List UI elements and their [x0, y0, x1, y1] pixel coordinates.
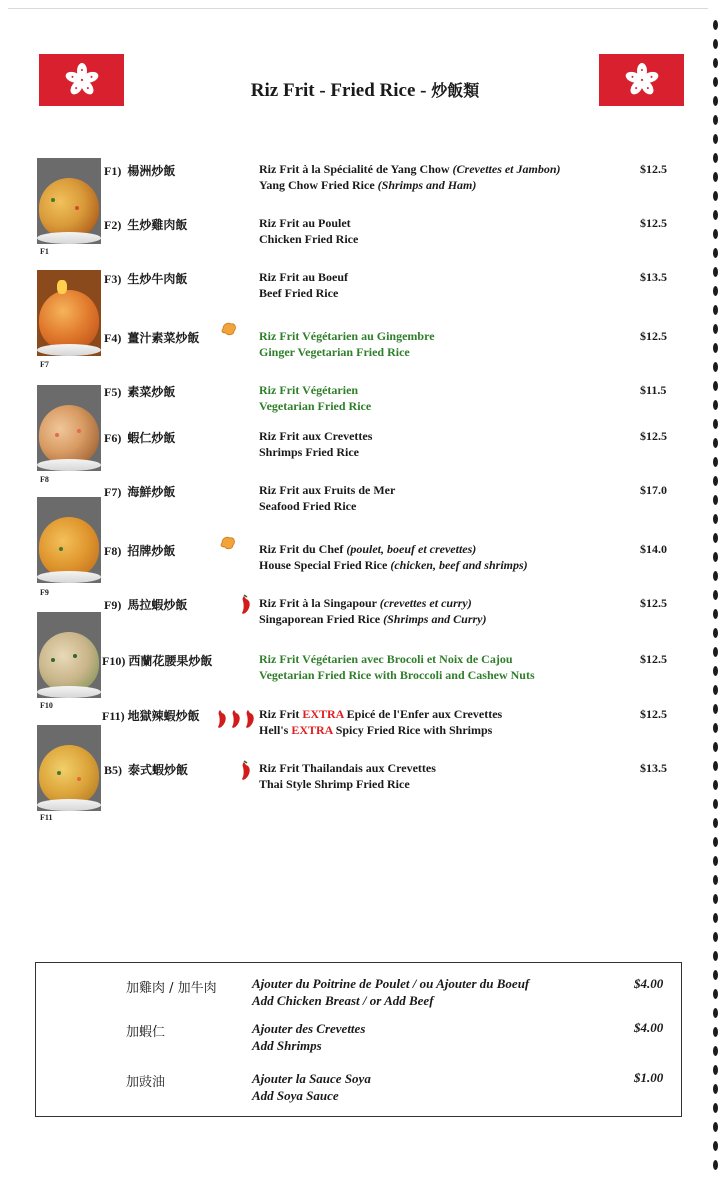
- binding-ring: [713, 533, 718, 543]
- extra-chinese: 加豉油: [126, 1075, 166, 1090]
- menu-item-code: F9) 馬拉蝦炒飯: [104, 598, 188, 612]
- photo-label: F9: [40, 588, 49, 597]
- photo-label: F7: [40, 360, 49, 369]
- dish-photo: [37, 612, 101, 698]
- page-title: [160, 78, 570, 102]
- menu-item-description: Riz Frit Végétarien Vegetarian Fried Rice: [259, 383, 372, 413]
- extras-box: [35, 962, 682, 1117]
- extra-price: $1.00: [634, 1070, 664, 1085]
- binding-ring: [713, 1065, 718, 1075]
- menu-item-description: Riz Frit Végétarien au Gingembre Ginger Vegetarian Fried Rice: [259, 329, 435, 359]
- binding-ring: [713, 153, 718, 163]
- menu-item-code: F6) 蝦仁炒飯: [104, 431, 176, 445]
- menu-item-price: $11.5: [640, 383, 667, 397]
- binding-ring: [713, 628, 718, 638]
- menu-item-price: $12.5: [640, 216, 667, 230]
- binding-ring: [713, 799, 718, 809]
- binding-ring: [713, 248, 718, 258]
- menu-item-description: Riz Frit au Boeuf Beef Fried Rice: [259, 270, 348, 300]
- title-chinese: 炒飯類: [431, 83, 480, 100]
- binding-ring: [713, 685, 718, 695]
- binding-ring: [713, 666, 718, 676]
- binding-ring: [713, 818, 718, 828]
- menu-item-description: Riz Frit aux Crevettes Shrimps Fried Rice: [259, 429, 373, 459]
- binding-ring: [713, 932, 718, 942]
- menu-item-code: F8) 招牌炒飯: [104, 544, 176, 558]
- binding-ring: [713, 590, 718, 600]
- photo-label: F10: [40, 701, 53, 710]
- dish-photo: [37, 497, 101, 583]
- menu-item-description: Riz Frit au Poulet Chicken Fried Rice: [259, 216, 359, 246]
- binding-ring: [713, 286, 718, 296]
- menu-item-code: F2) 生炒雞肉飯: [104, 218, 188, 232]
- menu-item-price: $13.5: [640, 761, 667, 775]
- extra-price: $4.00: [634, 1020, 664, 1035]
- photo-label: F8: [40, 475, 49, 484]
- binding-ring: [713, 58, 718, 68]
- binding-ring: [713, 419, 718, 429]
- binding-ring: [713, 229, 718, 239]
- menu-item-code: F10) 西蘭花腰果炒飯: [102, 654, 213, 668]
- binding-ring: [713, 552, 718, 562]
- hong-kong-flag-icon: [39, 54, 124, 106]
- binding-ring: [713, 761, 718, 771]
- binding-ring: [713, 723, 718, 733]
- binding-ring: [713, 191, 718, 201]
- binding-ring: [713, 172, 718, 182]
- extra-price: $4.00: [634, 976, 664, 991]
- binding-ring: [713, 1141, 718, 1151]
- binding-ring: [713, 39, 718, 49]
- binding-ring: [713, 913, 718, 923]
- extra-description: Ajouter la Sauce Soya Add Soya Sauce: [252, 1071, 371, 1103]
- menu-item-price: $12.5: [640, 329, 667, 343]
- menu-item-description: Riz Frit à la Spécialité de Yang Chow (Crevettes et Jambon) Yang Chow Fried Rice (Shrimps and Ham): [259, 162, 561, 192]
- binding-ring: [713, 324, 718, 334]
- chili-pepper-icon: [240, 760, 252, 786]
- binding-ring: [713, 438, 718, 448]
- menu-item-code: F1) 楊洲炒飯: [104, 164, 176, 178]
- menu-item-code: F7) 海鮮炒飯: [104, 485, 176, 499]
- binding-ring: [713, 96, 718, 106]
- binding-ring: [713, 362, 718, 372]
- binding-ring: [713, 571, 718, 581]
- binding-ring: [713, 1103, 718, 1113]
- menu-item-price: $14.0: [640, 542, 667, 556]
- binding-ring: [713, 305, 718, 315]
- binding-ring: [713, 495, 718, 505]
- binding-ring: [713, 989, 718, 999]
- ginger-icon: [220, 320, 238, 342]
- binding-ring: [713, 267, 718, 277]
- binding-ring: [713, 951, 718, 961]
- binding-ring: [713, 894, 718, 904]
- menu-item-price: $13.5: [640, 270, 667, 284]
- binding-ring: [713, 20, 718, 30]
- menu-item-price: $12.5: [640, 429, 667, 443]
- binding-ring: [713, 970, 718, 980]
- photo-label: F1: [40, 247, 49, 256]
- menu-item-description: Riz Frit à la Singapour (crevettes et curry) Singaporean Fried Rice (Shrimps and Curry): [259, 596, 487, 626]
- binding-ring: [713, 134, 718, 144]
- binding-ring: [713, 1160, 718, 1170]
- binding-ring: [713, 1122, 718, 1132]
- binding-ring: [713, 856, 718, 866]
- photo-label: F11: [40, 813, 53, 822]
- dish-photo: [37, 158, 101, 244]
- binding-ring: [713, 457, 718, 467]
- binding-ring: [713, 1084, 718, 1094]
- binding-ring: [713, 742, 718, 752]
- binding-ring: [713, 476, 718, 486]
- menu-item-price: $17.0: [640, 483, 667, 497]
- menu-item-price: $12.5: [640, 652, 667, 666]
- extra-chinese: 加蝦仁: [126, 1025, 166, 1040]
- menu-item-code: F11) 地獄辣蝦炒飯: [102, 709, 200, 723]
- spiral-binding: [708, 20, 718, 1180]
- binding-ring: [713, 210, 718, 220]
- hong-kong-flag-icon: [599, 54, 684, 106]
- binding-ring: [713, 837, 718, 847]
- ginger-icon: [219, 534, 237, 556]
- binding-ring: [713, 77, 718, 87]
- binding-ring: [713, 115, 718, 125]
- menu-item-code: B5) 泰式蝦炒飯: [104, 763, 189, 777]
- binding-ring: [713, 780, 718, 790]
- triple-chili-pepper-icon: [216, 708, 258, 734]
- extra-description: Ajouter des Crevettes Add Shrimps: [252, 1021, 366, 1053]
- binding-ring: [713, 1008, 718, 1018]
- menu-item-price: $12.5: [640, 707, 667, 721]
- dish-photo: [37, 385, 101, 471]
- binding-ring: [713, 400, 718, 410]
- menu-item-code: F3) 生炒牛肉飯: [104, 272, 188, 286]
- menu-item-code: F5) 素菜炒飯: [104, 385, 176, 399]
- menu-item-description: Riz Frit Végétarien avec Brocoli et Noix de Cajou Vegetarian Fried Rice with Broccoli and Cashew Nuts: [259, 652, 535, 682]
- top-rule: [8, 8, 708, 9]
- title-text: Riz Frit - Fried Rice -: [250, 80, 427, 101]
- binding-ring: [713, 514, 718, 524]
- dish-photo: [37, 725, 101, 811]
- binding-ring: [713, 1027, 718, 1037]
- binding-ring: [713, 381, 718, 391]
- menu-item-code: F4) 薑汁素菜炒飯: [104, 331, 200, 345]
- binding-ring: [713, 704, 718, 714]
- extra-description: Ajouter du Poitrine de Poulet / ou Ajouter du Boeuf Add Chicken Breast / or Add Beef: [252, 976, 530, 1008]
- binding-ring: [713, 343, 718, 353]
- extra-chinese: 加雞肉 / 加牛肉: [126, 981, 217, 996]
- menu-item-price: $12.5: [640, 162, 667, 176]
- binding-ring: [713, 875, 718, 885]
- menu-item-description: Riz Frit du Chef (poulet, boeuf et crevettes) House Special Fried Rice (chicken, beef and shrimps): [259, 542, 528, 572]
- chili-pepper-icon: [240, 594, 252, 620]
- binding-ring: [713, 1046, 718, 1056]
- menu-item-description: Riz Frit Thailandais aux Crevettes Thai Style Shrimp Fried Rice: [259, 761, 436, 791]
- menu-item-description: Riz Frit aux Fruits de Mer Seafood Fried Rice: [259, 483, 396, 513]
- menu-item-price: $12.5: [640, 596, 667, 610]
- binding-ring: [713, 609, 718, 619]
- dish-photo: [37, 270, 101, 356]
- binding-ring: [713, 647, 718, 657]
- menu-item-description: Riz Frit EXTRA Epicé de l'Enfer aux Crevettes Hell's EXTRA Spicy Fried Rice with Shrimps: [259, 707, 503, 737]
